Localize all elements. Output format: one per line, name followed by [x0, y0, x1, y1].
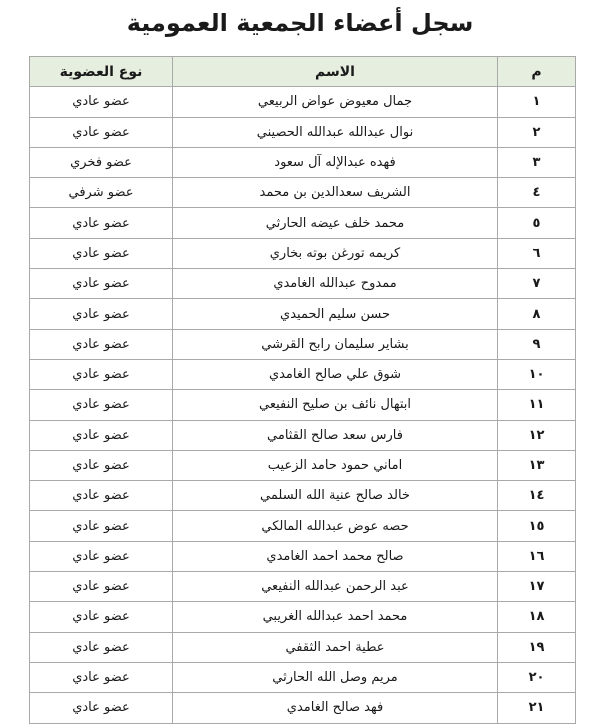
header-name: الاسم	[173, 57, 498, 87]
membership-type: عضو شرفي	[30, 178, 173, 208]
membership-type: عضو عادي	[30, 238, 173, 268]
member-name: ممدوح عبدالله الغامدي	[173, 269, 498, 299]
row-number: ١١	[498, 390, 576, 420]
row-number: ٩	[498, 329, 576, 359]
page-title: سجل أعضاء الجمعية العمومية	[126, 9, 474, 37]
row-number: ١٨	[498, 602, 576, 632]
member-name: اماني حمود حامد الزعيب	[173, 450, 498, 480]
member-name: فهد صالح الغامدي	[173, 693, 498, 723]
header-membership-type: نوع العضوية	[30, 57, 173, 87]
row-number: ٧	[498, 269, 576, 299]
table-row	[30, 481, 576, 511]
membership-type: عضو عادي	[30, 632, 173, 662]
row-number: ٤	[498, 178, 576, 208]
membership-type: عضو عادي	[30, 299, 173, 329]
member-name: عبد الرحمن عبدالله النفيعي	[173, 572, 498, 602]
row-number: ٢٠	[498, 662, 576, 692]
row-number: ١٢	[498, 420, 576, 450]
member-name: فارس سعد صالح القثامي	[173, 420, 498, 450]
table-row	[30, 511, 576, 541]
table-row	[30, 541, 576, 571]
member-name: بشاير سليمان رابح القرشي	[173, 329, 498, 359]
membership-type: عضو عادي	[30, 329, 173, 359]
membership-type: عضو عادي	[30, 117, 173, 147]
member-name: فهده عبدالإله آل سعود	[173, 147, 498, 177]
member-name: محمد خلف عيضه الحارثي	[173, 208, 498, 238]
membership-type: عضو عادي	[30, 420, 173, 450]
table-row	[30, 178, 576, 208]
table-header-row	[30, 57, 576, 87]
row-number: ١٣	[498, 450, 576, 480]
row-number: ٢١	[498, 693, 576, 723]
member-name: مريم وصل الله الحارثي	[173, 662, 498, 692]
table-row	[30, 450, 576, 480]
members-table	[29, 56, 576, 724]
row-number: ٥	[498, 208, 576, 238]
membership-type: عضو عادي	[30, 208, 173, 238]
table-row	[30, 299, 576, 329]
table-body	[30, 87, 576, 723]
member-name: عطية احمد الثقفي	[173, 632, 498, 662]
row-number: ٣	[498, 147, 576, 177]
member-name: حصه عوض عبدالله المالكي	[173, 511, 498, 541]
table-row	[30, 572, 576, 602]
table-row	[30, 87, 576, 117]
membership-type: عضو عادي	[30, 602, 173, 632]
row-number: ١٧	[498, 572, 576, 602]
member-name: جمال معيوض عواض الربيعي	[173, 87, 498, 117]
table-row	[30, 147, 576, 177]
member-name: صالح محمد احمد الغامدي	[173, 541, 498, 571]
member-name: محمد احمد عبدالله الغريبي	[173, 602, 498, 632]
row-number: ١٥	[498, 511, 576, 541]
member-name: خالد صالح عنية الله السلمي	[173, 481, 498, 511]
member-name: شوق علي صالح الغامدي	[173, 359, 498, 389]
row-number: ١٤	[498, 481, 576, 511]
member-name: ابتهال نائف بن صليح النفيعي	[173, 390, 498, 420]
membership-type: عضو عادي	[30, 87, 173, 117]
table-row	[30, 359, 576, 389]
table-row	[30, 693, 576, 723]
member-name: الشريف سعدالدين بن محمد	[173, 178, 498, 208]
table-row	[30, 117, 576, 147]
membership-type: عضو عادي	[30, 359, 173, 389]
row-number: ١٩	[498, 632, 576, 662]
membership-type: عضو فخري	[30, 147, 173, 177]
row-number: ٢	[498, 117, 576, 147]
table-row	[30, 662, 576, 692]
member-name: حسن سليم الحميدي	[173, 299, 498, 329]
table-row	[30, 420, 576, 450]
membership-type: عضو عادي	[30, 390, 173, 420]
table-row	[30, 238, 576, 268]
table-row	[30, 208, 576, 238]
table-row	[30, 602, 576, 632]
table-row	[30, 329, 576, 359]
row-number: ١٠	[498, 359, 576, 389]
membership-type: عضو عادي	[30, 572, 173, 602]
row-number: ٨	[498, 299, 576, 329]
membership-type: عضو عادي	[30, 269, 173, 299]
membership-type: عضو عادي	[30, 662, 173, 692]
row-number: ٦	[498, 238, 576, 268]
member-name: نوال عبدالله عبدالله الحصيني	[173, 117, 498, 147]
row-number: ١٦	[498, 541, 576, 571]
membership-type: عضو عادي	[30, 481, 173, 511]
header-number: م	[498, 57, 576, 87]
table-row	[30, 632, 576, 662]
membership-type: عضو عادي	[30, 693, 173, 723]
member-name: كريمه تورغن بوته بخاري	[173, 238, 498, 268]
membership-type: عضو عادي	[30, 450, 173, 480]
membership-type: عضو عادي	[30, 511, 173, 541]
row-number: ١	[498, 87, 576, 117]
table-row	[30, 269, 576, 299]
membership-type: عضو عادي	[30, 541, 173, 571]
table-row	[30, 390, 576, 420]
